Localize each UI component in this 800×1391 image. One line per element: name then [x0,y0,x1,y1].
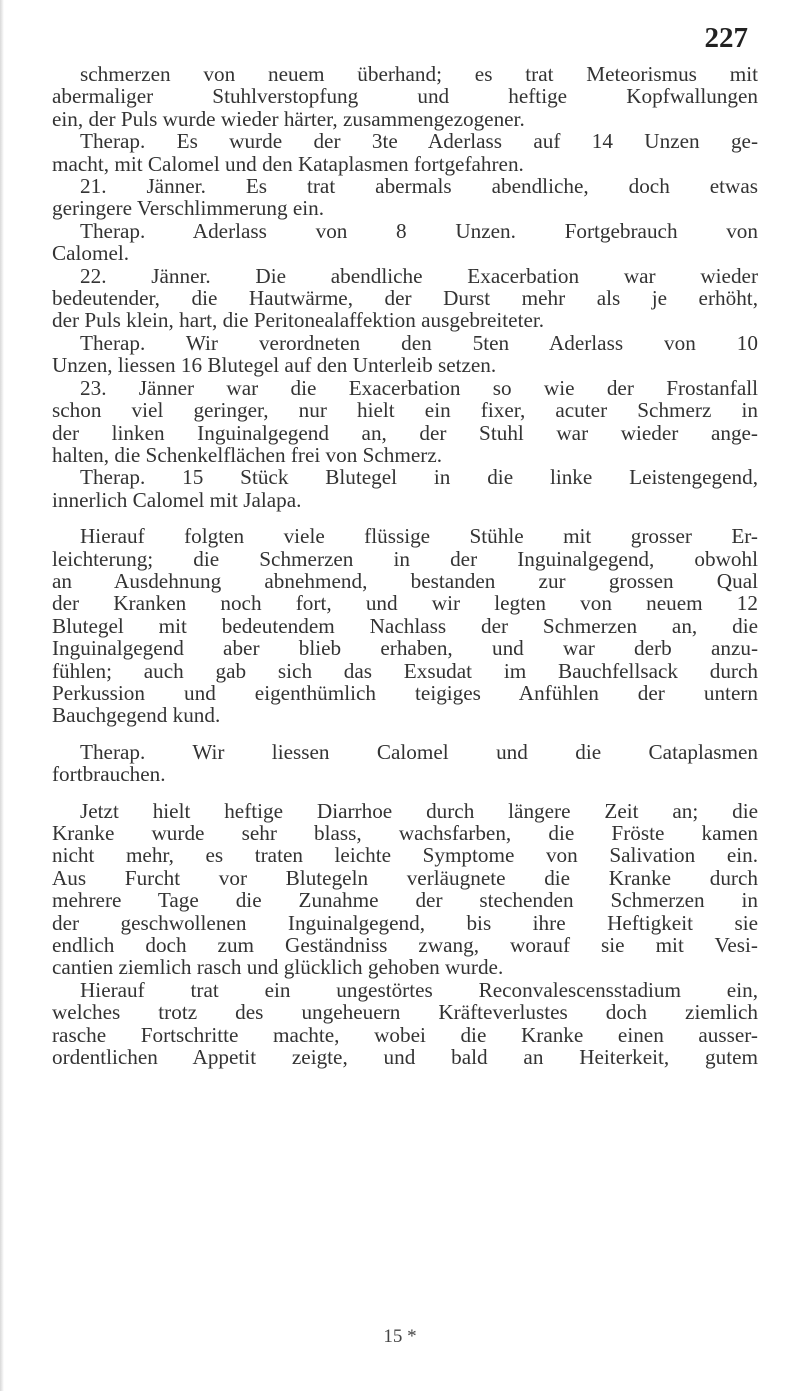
page-number: 227 [704,22,748,54]
text-line: an Ausdehnung abnehmend, bestanden zur grossen Qual [52,568,758,593]
paragraph [52,175,758,220]
text-line: halten, die Schenkelflächen frei von Schmerz. [52,442,443,467]
text-line: abermaliger Stuhlverstopfung und heftige Kopfwallungen [52,84,758,109]
text-line: mehrere Tage die Zunahme der stechenden Schmerzen in [52,888,758,913]
text-line: 23. Jänner war die Exacerbation so wie der Frostanfall [80,375,758,400]
signature-mark: 15 * [383,1326,417,1347]
text-line: Therap. 15 Stück Blutegel in die linke Leistengegend, [80,465,758,490]
text-line: Kranke wurde sehr blass, wachsfarben, die Fröste kamen [52,821,758,845]
paragraph [52,377,758,467]
text-line: Hierauf trat ein ungestörtes Reconvalescensstadium ein, [80,977,758,1002]
text-line: Blutegel mit bedeutendem Nachlass der Schmerzen an, die [52,613,758,638]
text-line: der Kranken noch fort, und wir legten von neuem 12 [52,591,758,616]
text-line: Perkussion und eigenthümlich teigiges Anfühlen der untern [52,680,758,705]
text-line: leichterung; die Schmerzen in der Inguinalgegend, obwohl [52,546,758,571]
text-line: Unzen, liessen 16 Blutegel auf den Unterleib setzen. [52,353,497,378]
text-line: fühlen; auch gab sich das Exsudat im Bauchfellsack durch [52,658,758,683]
text-line: macht, mit Calomel und den Kataplasmen fortgefahren. [52,151,524,176]
text-line: Jetzt hielt heftige Diarrhoe durch längere Zeit an; die [80,798,758,823]
paragraph [52,220,758,265]
paragraph [52,265,758,332]
text-line: welches trotz des ungeheuern Kräfteverlustes doch ziemlich [52,1000,758,1025]
body-text [52,63,758,1068]
text-line: Inguinalgegend aber blieb erhaben, und war derb anzu- [52,636,758,661]
text-line: endlich doch zum Geständniss zwang, worauf sie mit Vesi- [52,933,758,958]
text-line: Therap. Aderlass von 8 Unzen. Fortgebrauch von [80,218,758,243]
text-line: schmerzen von neuem überhand; es trat Meteorismus mit [80,62,758,86]
text-line: fortbrauchen. [52,762,166,787]
text-line: ordentlichen Appetit zeigte, und bald an Heiterkeit, gutem [52,1045,758,1070]
text-line: 21. Jänner. Es trat abermals abendliche, doch etwas [80,174,758,199]
paragraph [52,741,758,786]
text-line: der geschwollenen Inguinalgegend, bis ihre Heftigkeit sie [52,910,758,935]
text-line: der Puls klein, hart, die Peritonealaffektion ausgebreiteter. [52,308,545,333]
paragraph [52,525,758,727]
paragraph [52,130,758,175]
text-line: 22. Jänner. Die abendliche Exacerbation war wieder [80,263,758,288]
text-line: Bauchgegend kund. [52,703,221,728]
text-line: der linken Inguinalgegend an, der Stuhl war wieder ange- [52,420,758,445]
text-line: bedeutender, die Hautwärme, der Durst mehr als je erhöht, [52,286,758,311]
text-line: ein, der Puls wurde wieder härter, zusammengezogener. [52,106,525,131]
paragraph [52,332,758,377]
text-line: geringere Verschlimmerung ein. [52,196,325,221]
text-line: Therap. Es wurde der 3te Aderlass auf 14 Unzen ge- [80,129,758,154]
text-line: Therap. Wir liessen Calomel und die Cataplasmen [80,739,758,764]
paragraph [52,63,758,130]
text-line: innerlich Calomel mit Jalapa. [52,487,302,512]
text-line: Therap. Wir verordneten den 5ten Aderlass von 10 [80,330,758,355]
text-line: cantien ziemlich rasch und glücklich gehoben wurde. [52,955,504,980]
text-line: Hierauf folgten viele flüssige Stühle mit grosser Er- [80,524,758,549]
text-line: nicht mehr, es traten leichte Symptome von Salivation ein. [52,843,758,868]
paragraph [52,466,758,511]
paragraph [52,800,758,979]
page-edge-shadow [0,0,4,1391]
text-line: Aus Furcht vor Blutegeln verläugnete die Kranke durch [52,865,758,890]
text-line: schon viel geringer, nur hielt ein fixer, acuter Schmerz in [52,398,758,423]
text-line: rasche Fortschritte machte, wobei die Kranke einen ausser- [52,1022,758,1047]
paragraph [52,979,758,1069]
text-line: Calomel. [52,241,130,266]
